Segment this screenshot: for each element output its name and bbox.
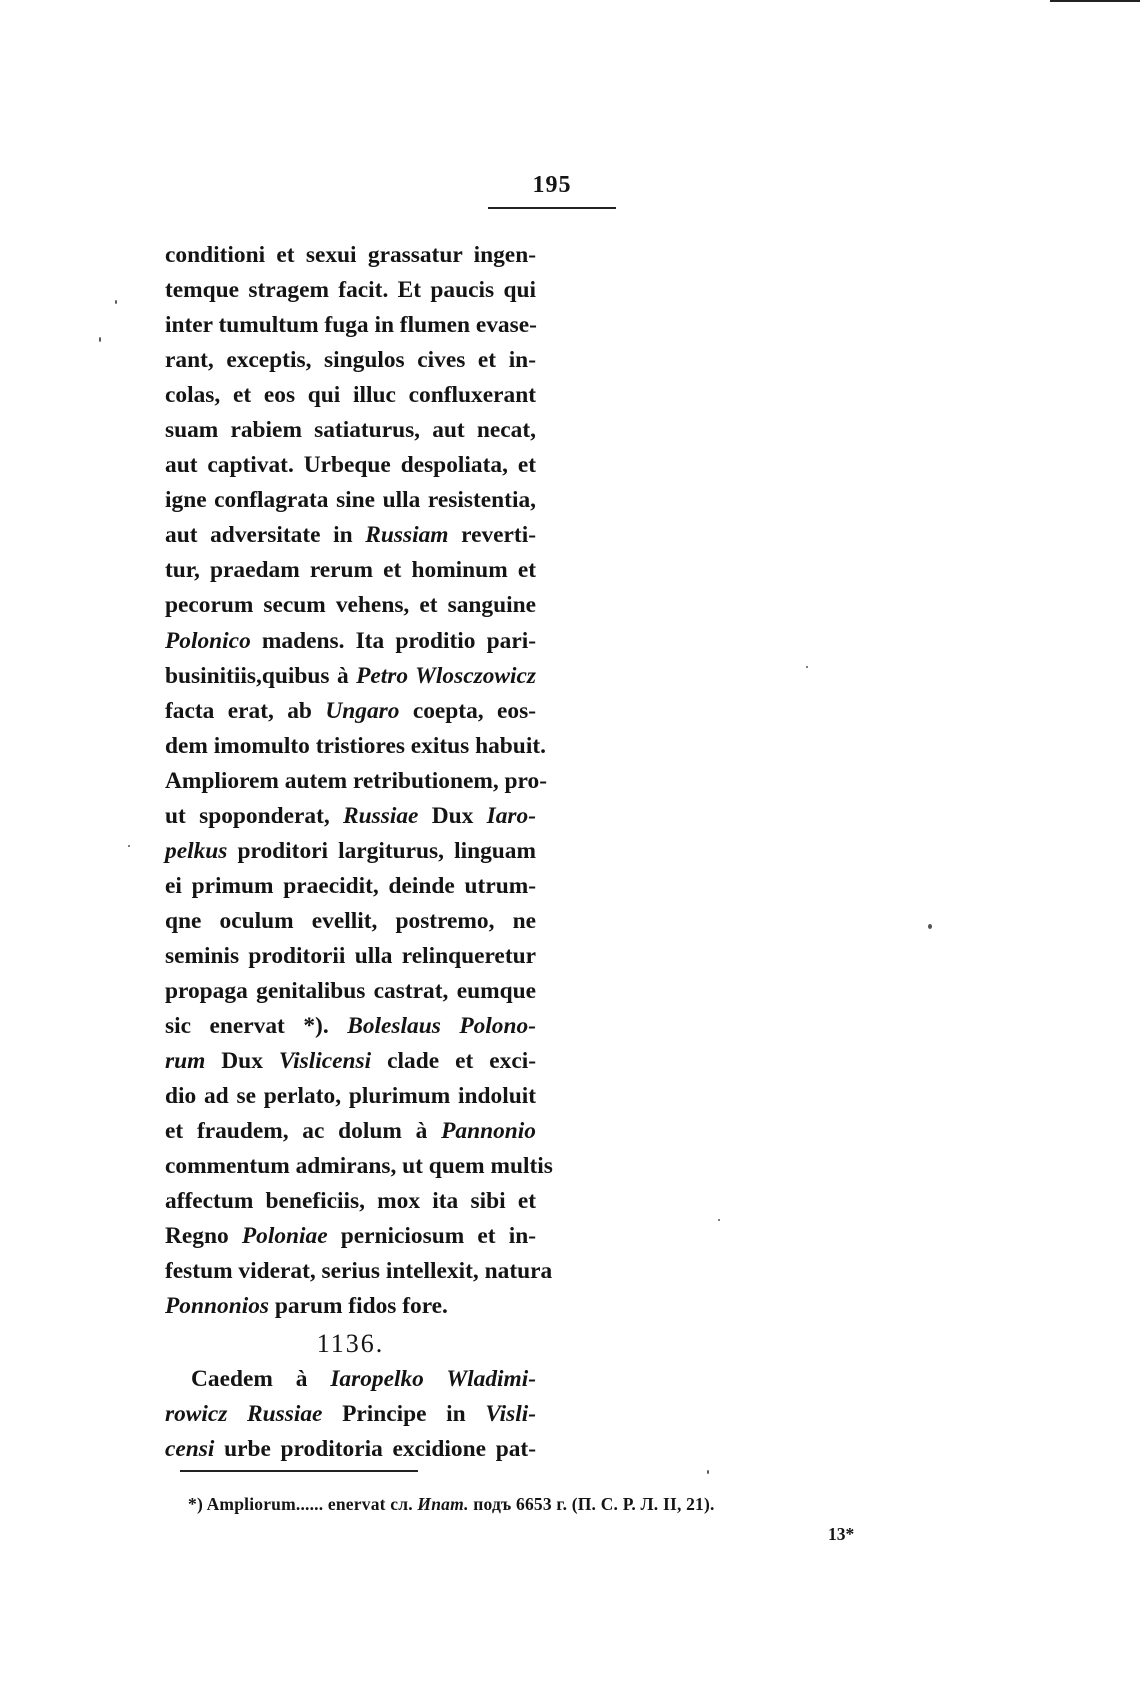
- text-line: [165, 308, 536, 343]
- text-line: [165, 974, 536, 1009]
- italic-name: pelkus: [165, 837, 228, 864]
- italic-name: Ungaro: [325, 697, 400, 724]
- text-line: [165, 1254, 553, 1289]
- text-run: affectum beneficiis, mox ita sibi et: [165, 1188, 536, 1215]
- year-heading: 1136.: [316, 1329, 385, 1359]
- text-run: dem imomulto tristiores exitus habuit.: [165, 732, 546, 759]
- scan-speck: [128, 845, 130, 847]
- text-run: Principe in: [322, 1400, 486, 1427]
- footnote-prefix: *) Ampliorum...... enervat сл.: [188, 1494, 418, 1514]
- text-line: [165, 518, 536, 553]
- italic-name: Poloniae: [241, 1223, 328, 1250]
- text-run: sic enervat *).: [165, 1013, 348, 1040]
- text-run: et fraudem, ac dolum à: [165, 1118, 442, 1145]
- italic-name: Iaro-: [486, 802, 536, 829]
- scan-speck: [115, 300, 117, 304]
- text-line: [165, 939, 536, 974]
- text-run: propaga genitalibus castrat, eumque: [165, 977, 536, 1004]
- text-line: [165, 904, 536, 939]
- text-line: [165, 483, 536, 518]
- text-run: pecorum secum vehens, et sanguine: [165, 592, 536, 619]
- text-run: aut adversitate in: [165, 522, 366, 549]
- text-line: [165, 1289, 536, 1324]
- scan-speck: [99, 337, 101, 342]
- text-line: [165, 1184, 536, 1219]
- text-run: madens. Ita proditio pari-: [250, 627, 536, 654]
- printer-signature-mark: 13*: [828, 1524, 855, 1544]
- italic-name: Petro Wlosczowicz: [356, 662, 536, 689]
- text-line: [165, 1114, 536, 1149]
- text-run: rant, exceptis, singulos cives et in-: [165, 347, 536, 374]
- text-line: [165, 1219, 536, 1254]
- scan-speck: [718, 1219, 720, 1221]
- text-run: proditori largiturus, linguam: [227, 837, 536, 864]
- text-line: [165, 413, 536, 448]
- text-run: qne oculum evellit, postremo, ne: [165, 907, 536, 934]
- text-run: facta erat, ab: [165, 697, 326, 724]
- text-run: colas, et eos qui illuc confluxerant: [165, 382, 536, 409]
- text-line: [165, 1432, 536, 1467]
- text-run: temque stragem facit. Et paucis qui: [165, 277, 536, 304]
- italic-name: Polonico: [165, 627, 251, 654]
- text-run: ut spoponderat,: [165, 802, 344, 829]
- text-line: [165, 869, 536, 904]
- italic-name: Ponnonios: [165, 1293, 270, 1320]
- text-run: tur, praedam rerum et hominum et: [165, 557, 536, 584]
- text-run: suam rabiem satiaturus, aut necat,: [165, 417, 536, 444]
- text-run: perniciosum et in-: [327, 1223, 536, 1250]
- text-line: [165, 659, 536, 694]
- scan-speck: [707, 1470, 709, 1474]
- text-line: [165, 694, 536, 729]
- italic-name: Vislicensi: [278, 1048, 372, 1075]
- text-run: businitiis,quibus à: [165, 662, 357, 689]
- italic-name: Boleslaus Polono-: [347, 1013, 536, 1040]
- text-run: urbe proditoria excidione pat-: [214, 1435, 536, 1462]
- italic-name: Russiam: [365, 522, 449, 549]
- text-run: inter tumultum fuga in flumen evase-: [165, 312, 537, 339]
- text-line: [165, 1362, 536, 1397]
- text-line: [165, 729, 546, 764]
- footnote: [188, 1494, 888, 1515]
- italic-name: Visli-: [485, 1400, 537, 1427]
- page-number-rule: [488, 207, 616, 209]
- text-line: [165, 238, 536, 273]
- text-line: [165, 588, 536, 623]
- text-run: dio ad se perlato, plurimum indoluit: [165, 1083, 536, 1110]
- text-run: Regno: [165, 1223, 242, 1250]
- text-line: [165, 1079, 536, 1114]
- text-run: Ampliorem autem retributionem, pro-: [165, 767, 547, 794]
- text-run: ei primum praecidit, deinde utrum-: [165, 872, 536, 899]
- italic-name: rum: [165, 1048, 206, 1075]
- text-line: [165, 343, 536, 378]
- text-line: [165, 273, 536, 308]
- text-run: commentum admirans, ut quem multis: [165, 1153, 553, 1180]
- text-run: parum fidos fore.: [269, 1293, 448, 1320]
- text-line: [165, 624, 536, 659]
- italic-name: Pannonio: [441, 1118, 536, 1145]
- italic-name: Russiae: [343, 802, 419, 829]
- italic-name: rowicz Russiae: [165, 1400, 323, 1427]
- text-line: [165, 448, 536, 483]
- text-line: [165, 764, 547, 799]
- italic-name: Iaropelko Wladimi-: [330, 1365, 536, 1392]
- italic-name: censi: [165, 1435, 215, 1462]
- top-edge-rule: [1050, 0, 1140, 2]
- text-run: aut captivat. Urbeque despoliata, et: [165, 452, 536, 479]
- body-text: [165, 238, 553, 1467]
- text-run: seminis proditorii ulla relinqueretur: [165, 942, 536, 969]
- text-run: Caedem à: [191, 1365, 331, 1392]
- text-line: [165, 1009, 536, 1044]
- text-run: festum viderat, serius intellexit, natura: [165, 1258, 553, 1285]
- footnote-suffix: подъ 6653 г. (П. С. Р. Л. II, 21).: [468, 1494, 715, 1514]
- text-run: reverti-: [448, 522, 536, 549]
- footnote-source: Ипат.: [417, 1494, 469, 1514]
- scan-speck: [928, 924, 932, 929]
- text-line: [165, 799, 536, 834]
- text-run: clade et exci-: [371, 1048, 536, 1075]
- text-run: Dux: [418, 802, 487, 829]
- text-line: [165, 553, 536, 588]
- footnote-rule: [180, 1470, 418, 1472]
- text-run: igne conflagrata sine ulla resistentia,: [165, 487, 536, 514]
- text-line: [165, 1397, 536, 1432]
- text-run: Dux: [205, 1048, 279, 1075]
- text-line: [165, 1149, 553, 1184]
- text-line: [165, 378, 536, 413]
- text-line: [165, 834, 536, 869]
- scan-speck: [806, 666, 808, 668]
- page-number: 195: [532, 172, 572, 198]
- text-run: coepta, eos-: [399, 697, 536, 724]
- text-run: conditioni et sexui grassatur ingen-: [165, 242, 536, 268]
- text-line: [165, 1044, 536, 1079]
